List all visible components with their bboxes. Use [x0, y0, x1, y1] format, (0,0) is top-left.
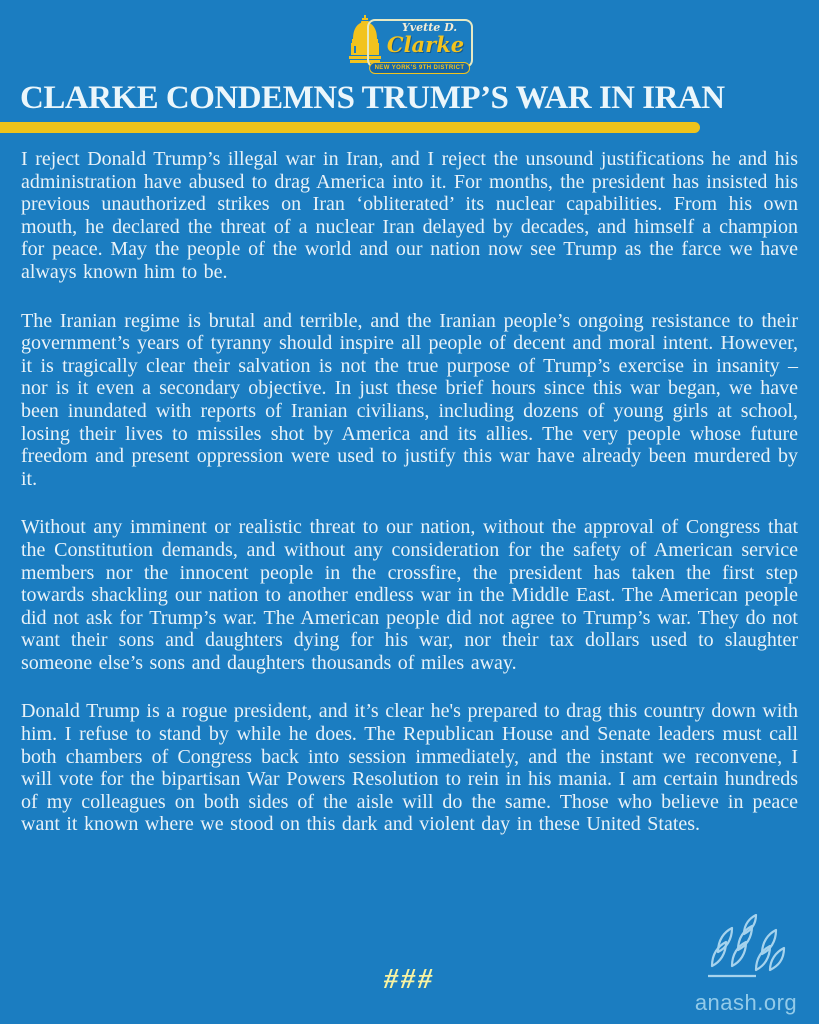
logo-frame [367, 19, 473, 71]
headline: CLARKE CONDEMNS TRUMP’S WAR IN IRAN [20, 80, 725, 116]
logo-first-name: Yvette D. [401, 21, 458, 34]
logo-district-banner: NEW YORK'S 9TH DISTRICT [369, 62, 471, 74]
statement-body [0, 133, 819, 836]
anash-bush-logo-icon [698, 914, 794, 988]
statement-paragraph-4: Donald Trump is a rogue president, and it’s clear he's prepared to drag this country down with him. I refuse to stand by while he does. The Republican House and Senate leaders must call both chambers of Congress back into session immediately, and the instant we reconvene, I will vote for the bipartisan War Powers Resolution to rein in his mania. I am certain hundreds of my colleagues on both sides of the aisle will do the same. Those who believe in peace want it known where we stood on this dark and violent day in these United States. [21, 700, 798, 836]
anash-watermark [687, 914, 805, 1016]
press-release-end-mark: ### [384, 964, 435, 995]
clarke-campaign-logo [349, 13, 471, 75]
statement-paragraph-1: I reject Donald Trump’s illegal war in Iran, and I reject the unsound justifications he and his administration have abused to drag America into it. For months, the president has insisted his previous unauthorized strikes on Iran ‘obliterated’ its nuclear capabilities. From his own mouth, he declared the threat of a nuclear Iran delayed by decades, and himself a champion for peace. May the people of the world and our nation now see Trump as the farce we have always known him to be. [21, 148, 798, 283]
headline-underline-bar [0, 122, 700, 133]
statement-paragraph-2: The Iranian regime is brutal and terrible, and the Iranian people’s ongoing resistance to their government’s years of tyranny should inspire all people of decent and moral intent. However, it is tragically clear their salvation is not the true purpose of Trump’s exercise in insanity – nor is it even a secondary objective. In just these brief hours since this war began, we have been inundated with reports of Iranian civilians, including dozens of young girls at school, losing their lives to missiles shot by America and its allies. The very people whose future freedom and present oppression were used to justify this war have already been murdered by it. [21, 309, 798, 490]
anash-watermark-text: anash.org [694, 990, 798, 1015]
statement-paragraph-3: Without any imminent or realistic threat to our nation, without the approval of Congress that the Constitution demands, and without any consideration for the safety of American service members nor the innocent people in the crossfire, the president has taken the first step towards shackling our nation to another endless war in the Middle East. The American people did not ask for Trump’s war. The American people did not agree to Trump’s war. They do not want their sons and daughters dying for his war, nor their tax dollars used to slaughter someone else’s sons and daughters thousands of miles away. [21, 516, 798, 674]
logo-last-name: Clarke [386, 32, 465, 57]
